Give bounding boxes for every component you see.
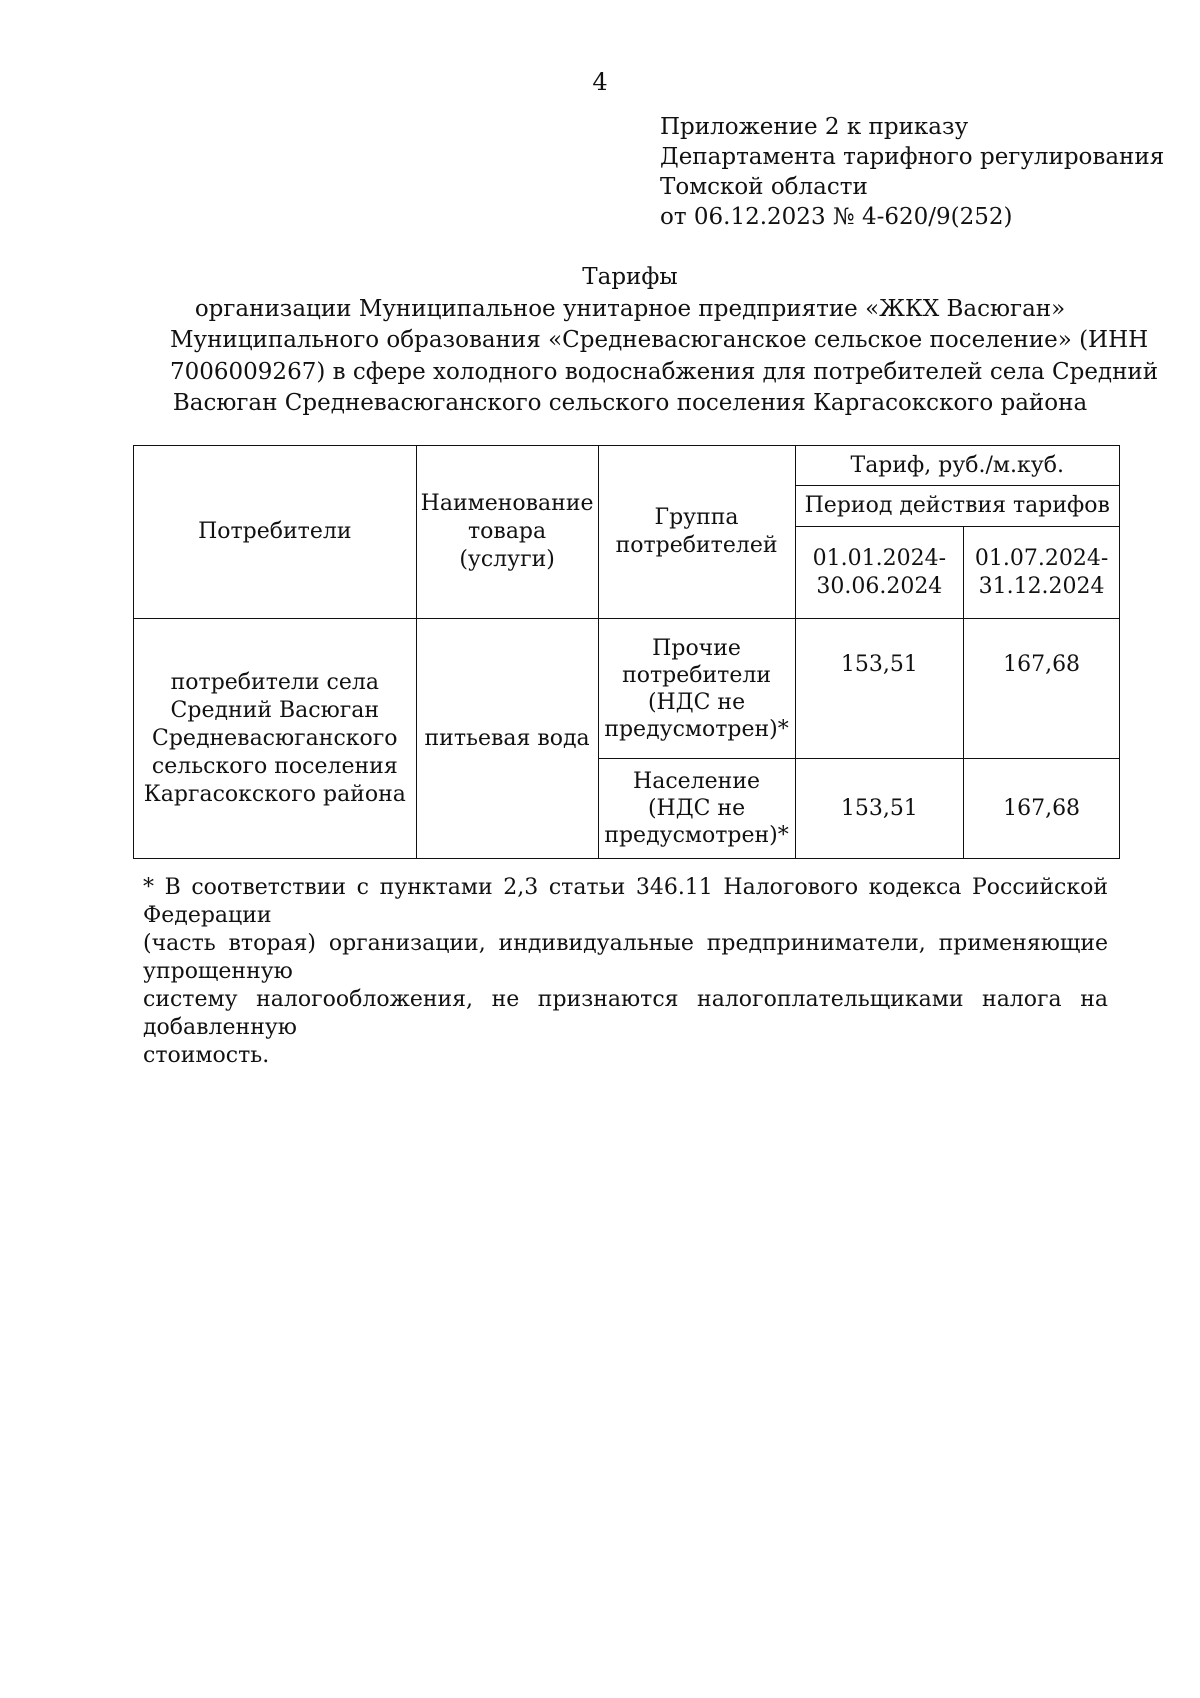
header-group-line: Группа bbox=[654, 505, 739, 530]
header-period-2-line: 01.07.2024- bbox=[974, 545, 1109, 571]
title-line: Васюган Средневасюганского сельского поселения Каргасокского района bbox=[172, 390, 1088, 416]
appendix-line: Департамента тарифного регулирования bbox=[660, 144, 1165, 170]
consumers-line: потребители села bbox=[170, 669, 379, 695]
consumers-line: Каргасокского района bbox=[143, 781, 406, 807]
cell-tariff-period-2: 167,68 bbox=[964, 619, 1120, 759]
group-line: Прочие bbox=[652, 635, 741, 661]
header-goods bbox=[416, 446, 598, 619]
footnote-line: * В соответствии с пунктами 2,3 статьи 346.11 Налогового кодекса Российской Федерации bbox=[143, 875, 1108, 928]
header-goods-line: Наименование bbox=[420, 491, 594, 516]
cell-tariff-period-1: 153,51 bbox=[795, 759, 964, 859]
consumers-line: Средневасюганского bbox=[152, 725, 398, 751]
header-period-1-line: 30.06.2024 bbox=[816, 573, 943, 599]
title-line: организации Муниципальное унитарное предприятие «ЖКХ Васюган» bbox=[194, 295, 1066, 322]
group-line: потребители bbox=[622, 662, 771, 688]
consumers-line: сельского поселения bbox=[151, 753, 398, 779]
cell-group bbox=[598, 619, 795, 759]
footnote-line: стоимость. bbox=[143, 1043, 270, 1068]
appendix-line: Томской области bbox=[660, 174, 868, 200]
title-line: Муниципального образования «Средневасюганское сельское поселение» (ИНН bbox=[170, 327, 1149, 353]
footnote bbox=[143, 874, 1108, 1070]
group-line: предусмотрен)* bbox=[604, 823, 789, 848]
cell-group bbox=[598, 759, 795, 859]
title-heading: Тарифы bbox=[582, 264, 678, 290]
group-line: (НДС не bbox=[647, 796, 746, 821]
group-line: (НДС не bbox=[647, 689, 746, 715]
header-period-2 bbox=[964, 527, 1120, 619]
cell-tariff-period-2: 167,68 bbox=[964, 759, 1120, 859]
header-period-1-line: 01.01.2024- bbox=[812, 545, 947, 571]
header-group bbox=[598, 446, 795, 619]
group-line: предусмотрен)* bbox=[604, 716, 789, 742]
header-consumers: Потребители bbox=[134, 446, 417, 619]
appendix-line: Приложение 2 к приказу bbox=[660, 114, 969, 140]
header-goods-line: товара (услуги) bbox=[459, 519, 555, 572]
header-period: Период действия тарифов bbox=[795, 486, 1119, 527]
group-line: Население bbox=[633, 769, 761, 794]
header-tariff: Тариф, руб./м.куб. bbox=[795, 446, 1119, 486]
document-title bbox=[170, 262, 1159, 420]
header-period-1 bbox=[795, 527, 964, 619]
header-group-line: потребителей bbox=[615, 533, 778, 558]
table-row bbox=[134, 619, 1120, 759]
footnote-line: систему налогообложения, не признаются налогоплательщиками налога на добавленную bbox=[143, 987, 1108, 1040]
tariff-table bbox=[133, 445, 1120, 859]
page-number: 4 bbox=[592, 68, 608, 96]
cell-tariff-period-1: 153,51 bbox=[795, 619, 964, 759]
appendix-reference bbox=[660, 112, 1164, 232]
header-period-2-line: 31.12.2024 bbox=[978, 573, 1105, 599]
consumers-line: Средний Васюган bbox=[170, 697, 380, 723]
title-line: 7006009267) в сфере холодного водоснабжения для потребителей села Средний bbox=[170, 358, 1159, 385]
cell-consumers bbox=[134, 619, 417, 859]
footnote-line: (часть вторая) организации, индивидуальные предприниматели, применяющие упрощенную bbox=[143, 931, 1108, 984]
cell-goods: питьевая вода bbox=[416, 619, 598, 859]
appendix-line: от 06.12.2023 № 4-620/9(252) bbox=[660, 204, 1013, 230]
